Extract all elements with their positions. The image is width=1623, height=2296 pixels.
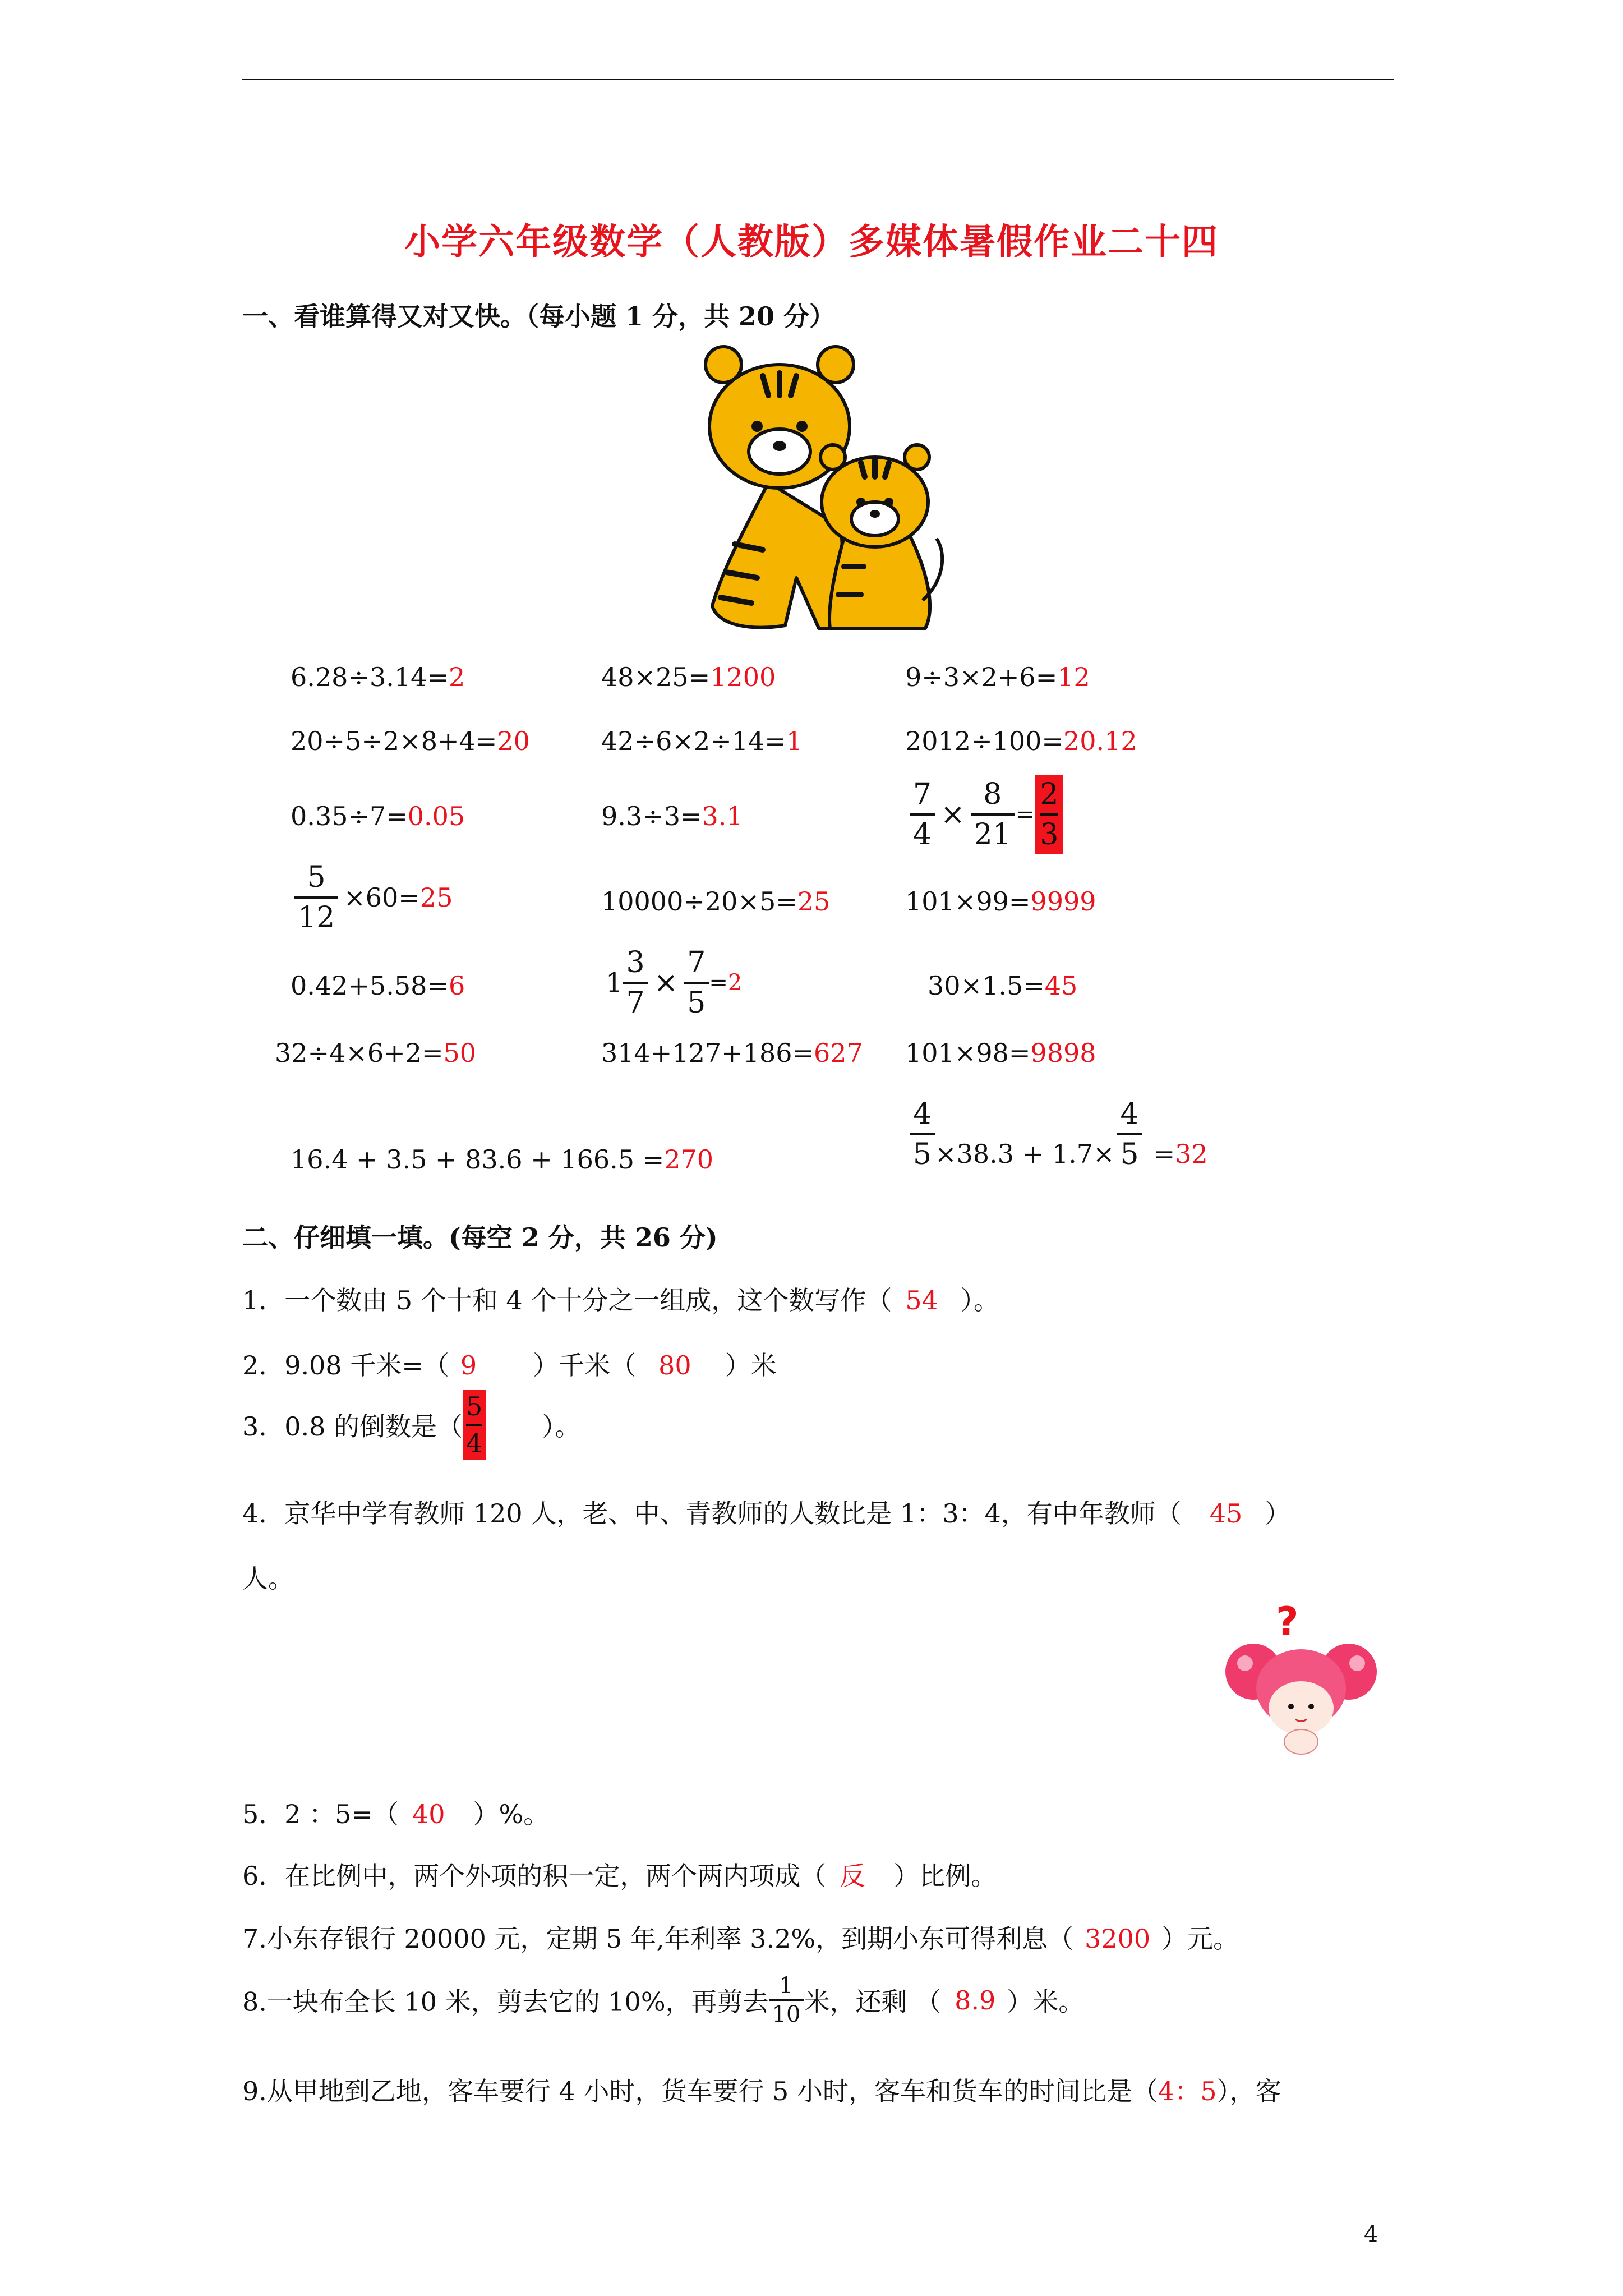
calc-item: 10000÷20×5=25 (601, 886, 831, 917)
fill-question-2: 2．9.08 千米=（ 9 ）千米（ 80 ）米 (242, 1350, 777, 1381)
page-title: 小学六年级数学（人教版）多媒体暑假作业二十四 (404, 221, 1219, 263)
svg-text:?: ? (1276, 1604, 1299, 1645)
section1-heading: 一、看谁算得又对又快。（每小题 1 分，共 20 分） (242, 301, 836, 332)
calc-item: 314+127+186=627 (601, 1038, 863, 1068)
section2-heading: 二、仔细填一填。(每空 2 分，共 26 分) (242, 1222, 718, 1253)
calc-item: 0.42+5.58=6 (291, 970, 465, 1001)
fill-question-6: 6．在比例中，两个外项的积一定，两个两内项成（ 反 ）比例。 (242, 1861, 997, 1891)
fill-question-1: 1．一个数由 5 个十和 4 个十分之一组成，这个数写作（ 54 ）。 (242, 1285, 999, 1315)
answer-highlight: $\frac{2}{3}$ (1035, 775, 1063, 854)
calc-item: 48×25=1200 (601, 662, 776, 692)
calc-item: 101×99=9999 (905, 886, 1096, 917)
calc-item: 42÷6×2÷14=1 (601, 726, 803, 756)
calc-item: 9.3÷3=3.1 (601, 801, 743, 831)
fraction-calc-item: $\frac{7}{4}$ × $\frac{8}{21}$ = $\frac{2}{3}$ (910, 775, 1063, 854)
page-number: 4 (1364, 2221, 1378, 2247)
fill-question-7: 7.小东存银行 20000 元，定期 5 年,年利率 3.2%，到期小东可得利息（ 3200 ）元。 (242, 1924, 1239, 1954)
fill-question-8: 8.一块布全长 10 米，剪去它的 10%，再剪去 $\frac{1}{10}$ 米，还剩 （ 8.9 ）米。 (242, 1973, 1085, 2027)
calc-item: 32÷4×6+2=50 (275, 1038, 477, 1068)
calc-item: 0.35÷7=0.05 (291, 801, 465, 831)
fraction-calc-item: $\frac{4}{5}$ ×38.3 + 1.7× $\frac{4}{5}$ =32 (910, 1099, 1208, 1169)
calc-item: 16.4 + 3.5 + 83.6 + 166.5 =270 (291, 1144, 714, 1175)
calc-item: 101×98=9898 (905, 1038, 1096, 1068)
fill-question-5: 5．2 ：5=（ 40 ）%。 (242, 1799, 550, 1829)
calc-item: 6.28÷3.14=2 (291, 662, 465, 692)
tiger-illustration (701, 342, 953, 639)
calc-item: 9÷3×2+6=12 (905, 662, 1090, 692)
cartoon-girl-illustration (1223, 1604, 1380, 1756)
fill-question-4-cont: 人。 (242, 1563, 294, 1594)
fraction-calc-item: $\frac{5}{12}$ ×60=25 (294, 863, 453, 932)
fill-question-9: 9.从甲地到乙地，客车要行 4 小时，货车要行 5 小时，客车和货车的时间比是（4：5），客 (242, 2076, 1281, 2106)
fraction-calc-item: 1 $\frac{3}{7}$ × $\frac{7}{5}$ =2 (606, 946, 743, 1020)
answer-highlight: $\frac{5}{4}$ (463, 1390, 486, 1460)
calc-item: 20÷5÷2×8+4=20 (291, 726, 530, 756)
calc-item: 2012÷100=20.12 (905, 726, 1137, 756)
fill-question-4: 4．京华中学有教师 120 人，老、中、青教师的人数比是 1：3：4，有中年教师（ 45 ） (242, 1498, 1291, 1529)
fill-question-3: 3．0.8 的倒数是（ $\frac{5}{4}$ ）。 (242, 1391, 581, 1458)
header-rule (242, 79, 1394, 80)
calc-item: 30×1.5=45 (928, 970, 1078, 1001)
